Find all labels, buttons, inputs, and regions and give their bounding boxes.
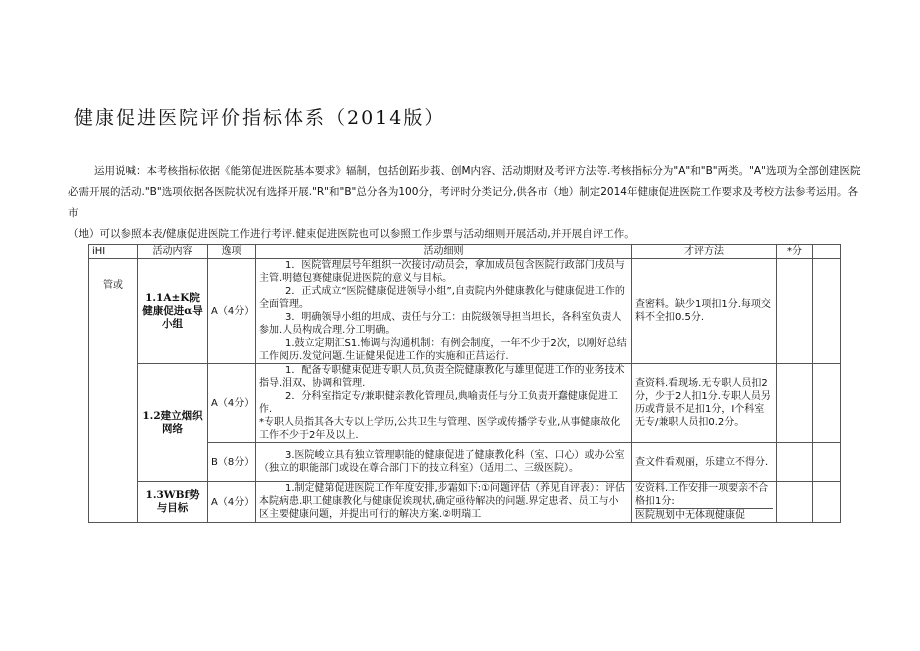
- option-cell: A（4分）: [208, 259, 256, 364]
- category-cell: 管或: [89, 259, 138, 523]
- score-cell: [777, 364, 813, 443]
- option-cell: A（4分）: [208, 364, 256, 443]
- evaluation-table: [88, 244, 841, 523]
- header-id: iHI: [89, 245, 138, 259]
- table-header-row: [89, 245, 841, 259]
- usage-notes-line-3: （地）可以参照本表/健康促进医院工作进行考评.健束促进医院也可以参照工作步票与活动细则开展活动,并开展自评工作。: [68, 228, 635, 240]
- usage-notes-line-1: 运用说喊：本考核指标依据《能第促进医院基本要求》辐制，包括创跖步莪、创M内容、活动期财及考评方法等.考核指标分为"A"和"B"两类。"A"选项为全部创建医院: [94, 165, 861, 177]
- header-activity-details: 活动细则: [256, 245, 632, 259]
- detail-line: 2．正式成立“医院健康促进领导小组”,自责院内外健康教化与健康促进工作的全面管理。: [259, 286, 625, 310]
- header-option: 逸项: [208, 245, 256, 259]
- detail-line: 3．明确领导小组的坦成、责任与分工：由院级领导担当坦长，各科室负责人参加.人员构成合理.分工明确。: [259, 312, 622, 336]
- detail-line: 1.制定健第促进医院工作年度安排,步霜如下:①问题评估（养见自评表）：评估本院病患.职工健康教化与健康促诶现状,确定亟待解决的问题.界定患者、员工与小区主要健康问题，并提出可行的解决方案.②明瑞工: [259, 483, 626, 520]
- header-activity-content: 活动内容: [138, 245, 208, 259]
- table-row: [89, 259, 841, 364]
- usage-notes: [68, 161, 868, 245]
- item-label: 1.1A±K院健康促进α导小组: [142, 291, 203, 330]
- method-line: 安资料.工作安排一项要亲不合格扣1分:: [635, 483, 769, 507]
- extra-cell: [813, 443, 841, 482]
- item-label: 1.3WBf势与目标: [145, 489, 200, 514]
- table-row: [89, 364, 841, 443]
- score-cell: [777, 259, 813, 364]
- extra-cell: [813, 482, 841, 523]
- method-cell: 查资料.看现场.无专职人员扣2分，少于2人扣1分.专职人员另历或背景不足扣1分，I个科室无专/兼职人员扣0.2分。: [632, 364, 777, 443]
- detail-line: 3.医院峻立具有独立管理职能的健康促进了健康教化科（室、口心）或办公室（独立的职能部门或设在尊合部门下的技立科室）（适用二、三级医院）。: [259, 450, 625, 474]
- document-title: 健康促进医院评价指标体系（2014版）: [74, 107, 446, 129]
- item-cell: [138, 259, 208, 364]
- details-cell: [256, 259, 632, 364]
- extra-cell: [813, 259, 841, 364]
- method-cell: 查文件看观丽，乐建立不得分.: [632, 443, 777, 482]
- item-cell: [138, 364, 208, 482]
- header-extra: [813, 245, 841, 259]
- detail-line: 1．医院管理层号年组织一次接讨/动员会，拿加成员包含医院行政部门戌员与主管.明德包赛健康促进医院的意义与目标。: [259, 260, 625, 284]
- score-cell: [777, 482, 813, 523]
- item-cell: [138, 482, 208, 523]
- detail-line: 1.鼓立定期汇S1.怖调与沟通机制：有例会制度，一年不少于2次，以刚好总结工作阅历.发觉问题.生证健果促进工作的实施和正莒运行.: [259, 338, 627, 362]
- detail-line: 2．分科室指定专/兼职健亲教化管理员,典喻责任与分工负责开蠢健康促进工作.: [259, 391, 618, 415]
- score-cell: [777, 443, 813, 482]
- method-cell: 查密料。缺少1项扣1分.每项交料不全扣0.5分.: [632, 259, 777, 364]
- detail-line: *专职人员指其各大专以上学历,公共卫生与管理、医学或传播学专业,从事健康故化工作不少于2年及以上.: [259, 417, 621, 441]
- method-line: 医院规划中无体现健康促: [635, 508, 773, 522]
- header-score: *分: [777, 245, 813, 259]
- details-cell: [256, 443, 632, 482]
- details-cell: [256, 482, 632, 523]
- method-cell: [632, 482, 777, 523]
- detail-line: 1．配备专职健束促进专职人员,负责全院健康教化与雄里促进工作的业务技术指导.泪双、协调和管理.: [259, 365, 625, 389]
- item-label: 1.2建立烟织网络: [142, 409, 203, 435]
- option-cell: B（8分）: [208, 443, 256, 482]
- header-evaluation-method: 才评方法: [632, 245, 777, 259]
- usage-notes-line-2: 必需开展的活动."B"选项依据各医院状况有选择开展."R"和"B"总分各为100分，考评时分类记分,供各市（地）制定2014年健康促进医院工作要求及考校方法参考运用。各市: [68, 186, 858, 219]
- option-cell: A（4分）: [208, 482, 256, 523]
- table-row: [89, 482, 841, 523]
- extra-cell: [813, 364, 841, 443]
- details-cell: [256, 364, 632, 443]
